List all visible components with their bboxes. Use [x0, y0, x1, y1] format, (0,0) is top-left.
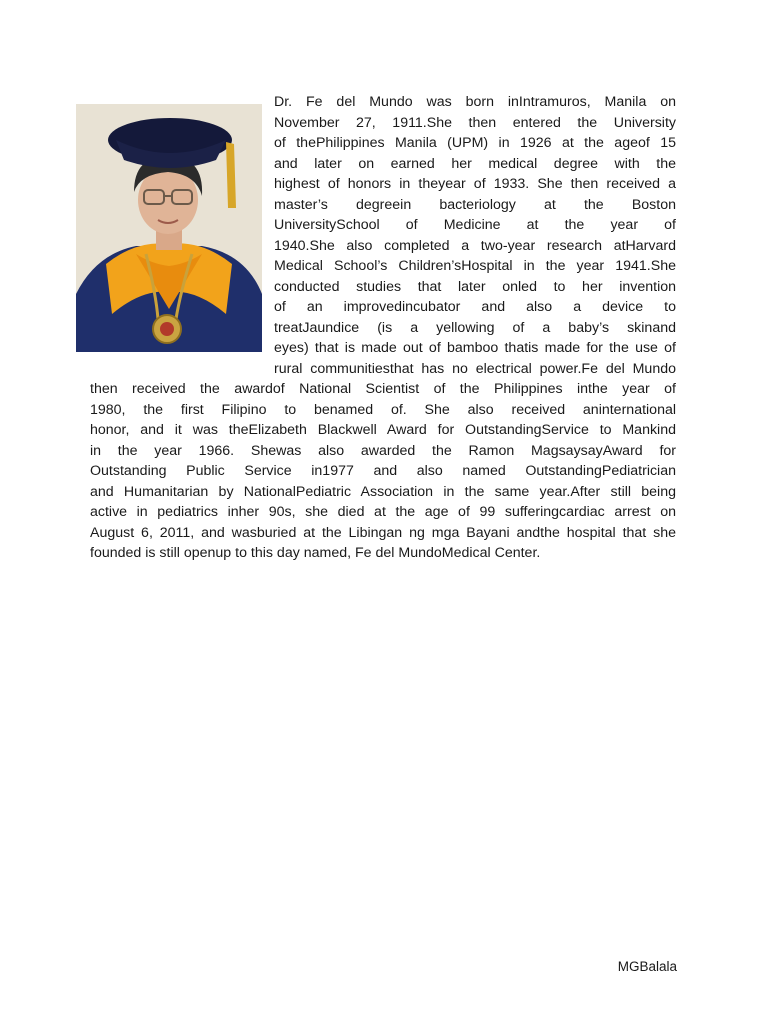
paragraph-line: of an improvedincubator and also a device to [274, 299, 676, 315]
paragraph-line: conducted studies that later onled to her invention [274, 278, 676, 295]
paragraph-line: Dr. Fe del Mundo was born inIntramuros, Manila on [274, 94, 676, 110]
paragraph-line: master’s degreein bacteriology at the Boston [274, 196, 676, 213]
portrait-photo [76, 104, 262, 352]
paragraph-line: then received the awardof National Scientist of the Philippines inthe year of [90, 381, 676, 397]
paragraph-line: August 6, 2011, and wasburied at the Libingan ng mga Bayani andthe hospital that she [90, 524, 676, 541]
paragraph-line: highest of honors in theyear of 1933. She then received a [274, 176, 676, 192]
paragraph-line: UniversitySchool of Medicine at the year of [274, 217, 676, 233]
paragraph-line: and later on earned her medical degree with the [274, 155, 676, 172]
paragraph-line: honor, and it was theElizabeth Blackwell Award for OutstandingService to Mankind [90, 422, 676, 438]
paragraph-line: Medical School’s Children’sHospital in the year 1941.She [274, 258, 676, 274]
paragraph-line: and Humanitarian by NationalPediatric Association in the same year.After still being [90, 483, 676, 500]
paragraph-line-last: founded is still openup to this day named, Fe del MundoMedical Center. [90, 545, 541, 561]
portrait-illustration [76, 104, 262, 352]
paragraph-line: in the year 1966. Shewas also awarded the Ramon MagsaysayAward for [90, 442, 676, 459]
footer-author: MGBalala [617, 959, 677, 974]
paragraph-line: November 27, 1911.She then entered the University [274, 114, 676, 131]
paragraph-line: treatJaundice (is a yellowing of a baby’s skinand [274, 319, 676, 336]
paragraph-line: Outstanding Public Service in1977 and also named OutstandingPediatrician [90, 463, 676, 479]
paragraph-line: of thePhilippines Manila (UPM) in 1926 at the ageof 15 [274, 135, 676, 151]
paragraph-line: rural communitiesthat has no electrical power.Fe del Mundo [274, 360, 676, 377]
paragraph-line: 1980, the first Filipino to benamed of. She also received aninternational [90, 401, 676, 418]
paragraph-line: 1940.She also completed a two-year research atHarvard [274, 237, 676, 254]
paragraph-line: active in pediatrics inher 90s, she died at the age of 99 sufferingcardiac arrest on [90, 504, 676, 520]
paragraph-line: eyes) that is made out of bamboo thatis made for the use of [274, 340, 676, 356]
